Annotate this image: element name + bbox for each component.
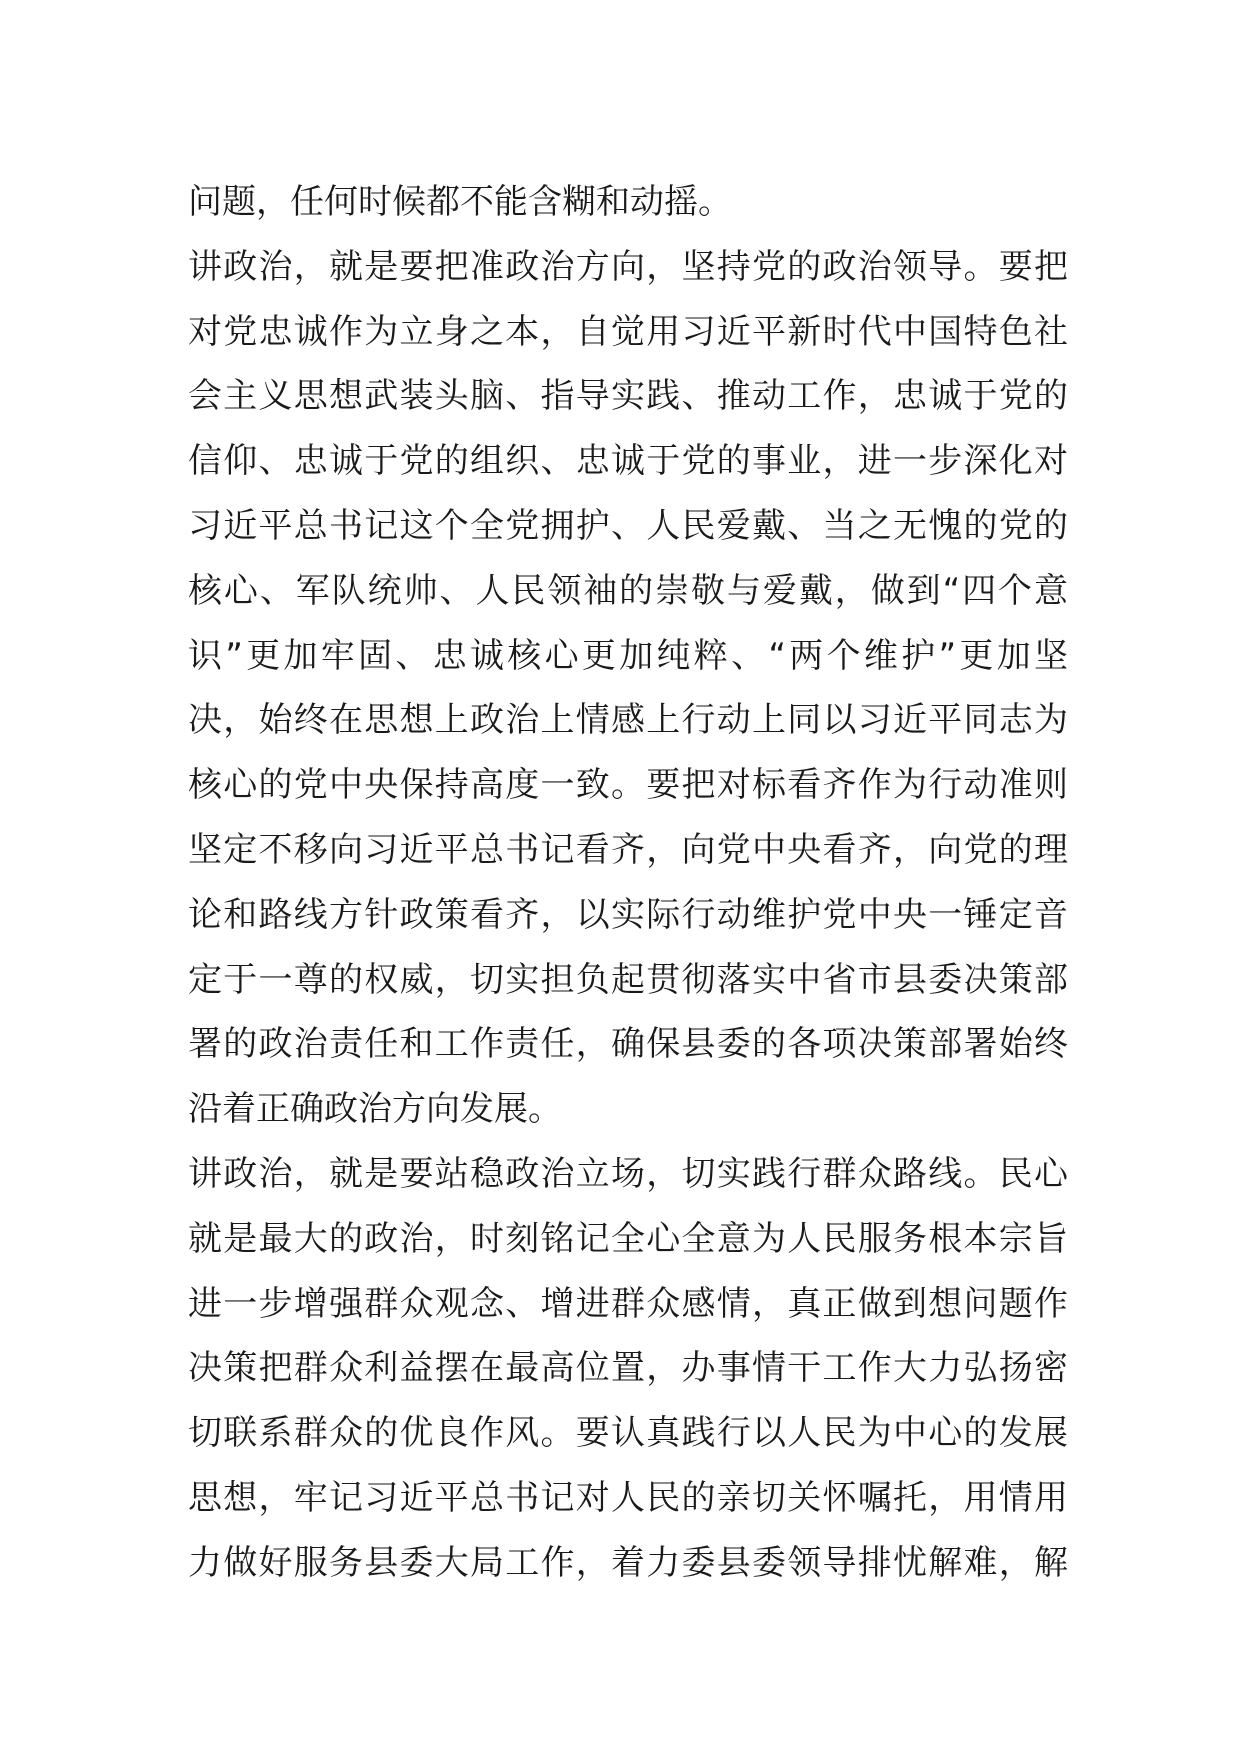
text-line: 会主义思想武装头脑、指导实践、推动工作，忠诚于党的 xyxy=(188,376,1068,417)
paragraph xyxy=(188,1142,1068,1596)
text-line: 决，始终在思想上政治上情感上行动上同以习近平同志为 xyxy=(188,700,1068,741)
text-line: 信仰、忠诚于党的组织、忠诚于党的事业，进一步深化对 xyxy=(188,441,1068,482)
text-line: 定于一尊的权威，切实担负起贯彻落实中省市县委决策部 xyxy=(188,959,1068,1000)
body-text xyxy=(188,170,1068,1596)
paragraph xyxy=(188,170,1068,235)
text-line: 讲政治，就是要把准政治方向，坚持党的政治领导。要把 xyxy=(188,246,1068,287)
text-line: 决策把群众利益摆在最高位置，办事情干工作大力弘扬密 xyxy=(188,1348,1068,1389)
text-line: 讲政治，就是要站稳政治立场，切实践行群众路线。民心 xyxy=(188,1153,1068,1194)
text-line: 识”更加牢固、忠诚核心更加纯粹、“两个维护”更加坚 xyxy=(188,635,1068,676)
text-line: 力做好服务县委大局工作，着力委县委领导排忧解难，解 xyxy=(188,1542,1068,1583)
text-line: 核心的党中央保持高度一致。要把对标看齐作为行动准则 xyxy=(188,765,1068,806)
text-line: 坚定不移向习近平总书记看齐，向党中央看齐，向党的理 xyxy=(188,829,1068,870)
text-line: 署的政治责任和工作责任，确保县委的各项决策部署始终 xyxy=(188,1024,1068,1065)
text-line: 对党忠诚作为立身之本，自觉用习近平新时代中国特色社 xyxy=(188,311,1068,352)
text-line: 沿着正确政治方向发展。 xyxy=(188,1089,562,1130)
text-line: 论和路线方针政策看齐，以实际行动维护党中央一锤定音 xyxy=(188,894,1068,935)
text-line: 进一步增强群众观念、增进群众感情，真正做到想问题作 xyxy=(188,1283,1068,1324)
text-line: 问题，任何时候都不能含糊和动摇。 xyxy=(188,182,732,222)
text-line: 思想，牢记习近平总书记对人民的亲切关怀嘱托，用情用 xyxy=(188,1477,1068,1518)
text-line: 核心、军队统帅、人民领袖的崇敬与爱戴，做到“四个意 xyxy=(188,570,1068,611)
text-line: 切联系群众的优良作风。要认真践行以人民为中心的发展 xyxy=(188,1413,1068,1454)
text-line: 就是最大的政治，时刻铭记全心全意为人民服务根本宗旨 xyxy=(188,1218,1068,1259)
paragraph xyxy=(188,235,1068,1142)
text-line: 习近平总书记这个全党拥护、人民爱戴、当之无愧的党的 xyxy=(188,505,1068,546)
